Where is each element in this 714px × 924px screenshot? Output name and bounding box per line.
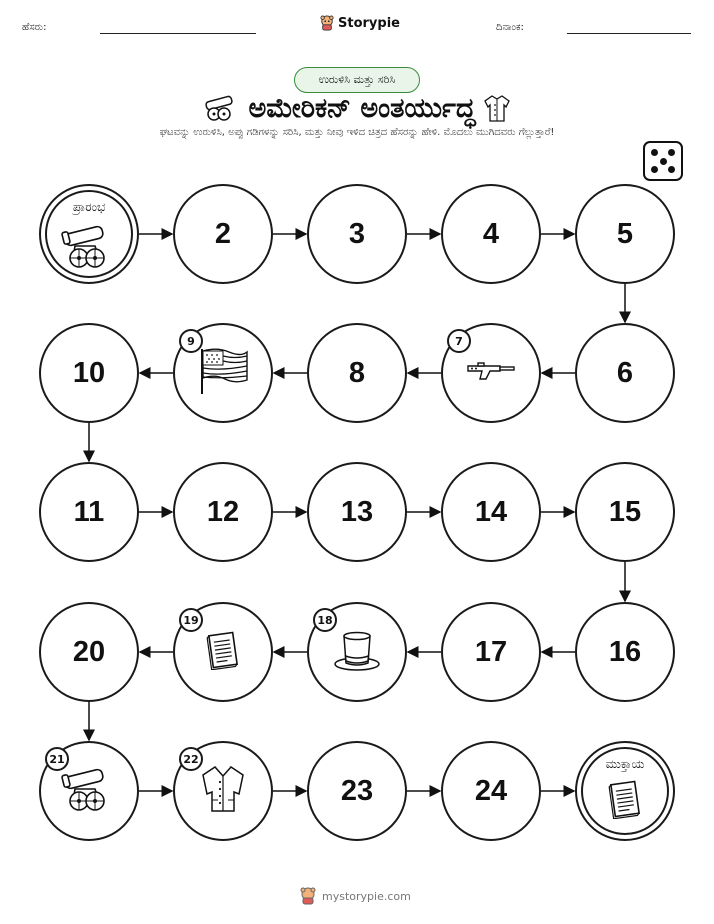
space-number: 24	[474, 774, 508, 807]
board-space-7[interactable]	[441, 323, 541, 423]
flag-icon	[197, 346, 249, 400]
space-number-badge: 7	[447, 329, 471, 353]
board-space-8[interactable]	[307, 323, 407, 423]
space-number: 5	[616, 217, 634, 250]
board-space-23[interactable]	[307, 741, 407, 841]
cannon-icon	[61, 222, 117, 274]
space-number: 16	[608, 635, 642, 668]
board-space-13[interactable]	[307, 462, 407, 562]
space-number: 4	[482, 217, 500, 250]
document-icon	[608, 779, 642, 823]
coat-icon	[199, 764, 247, 818]
date-label: ದಿನಾಂಕ:	[496, 22, 524, 33]
board-space-15[interactable]	[575, 462, 675, 562]
board-space-2[interactable]	[173, 184, 273, 284]
start-space[interactable]	[39, 184, 139, 284]
document-icon	[206, 630, 240, 674]
board-space-17[interactable]	[441, 602, 541, 702]
activity-tag: ಉರುಳಿಸಿ ಮತ್ತು ಸರಿಸಿ	[294, 67, 420, 93]
board-space-19[interactable]	[173, 602, 273, 702]
space-number: 12	[206, 495, 240, 528]
board-space-3[interactable]	[307, 184, 407, 284]
space-number-badge: 22	[179, 747, 203, 771]
board-space-12[interactable]	[173, 462, 273, 562]
board-space-16[interactable]	[575, 602, 675, 702]
storypie-mascot-icon	[300, 887, 316, 905]
board-space-4[interactable]	[441, 184, 541, 284]
board-space-21[interactable]	[39, 741, 139, 841]
board-space-14[interactable]	[441, 462, 541, 562]
space-number: 11	[73, 495, 105, 528]
space-number: 2	[214, 217, 232, 250]
finish-label: ಮುಕ್ತಾಯ	[605, 757, 645, 771]
board-space-18[interactable]	[307, 602, 407, 702]
space-number-badge: 19	[179, 608, 203, 632]
space-number: 13	[340, 495, 374, 528]
cannon-icon	[61, 765, 117, 817]
name-label: ಹೆಸರು:	[22, 22, 47, 33]
space-number: 10	[72, 356, 106, 389]
space-number-badge: 9	[179, 329, 203, 353]
start-label: ಪ್ರಾರಂಭ	[72, 200, 106, 214]
space-number: 3	[348, 217, 366, 250]
board-space-20[interactable]	[39, 602, 139, 702]
board-space-11[interactable]	[39, 462, 139, 562]
instructions: ಘಟವನ್ನು ಉರುಳಿಸಿ, ಅಪ್ಪು ಗಡಿಗಳನ್ನು ಸರಿಸಿ, ಮತ್ತು ನೀವು ಇಳಿದ ಚಿತ್ರದ ಹೆಸರನ್ನು ಹೇಳಿ. ಮೊದಲು ಮುಗಿದವರು ಗೆಲ್ಲುತ್ತಾರೆ!	[159, 127, 555, 138]
board-space-24[interactable]	[441, 741, 541, 841]
space-number: 23	[340, 774, 374, 807]
board-space-10[interactable]	[39, 323, 139, 423]
top-hat-icon	[332, 628, 382, 676]
space-number: 15	[608, 495, 642, 528]
footer-url: mystorypie.com	[322, 889, 411, 903]
space-number: 17	[474, 635, 508, 668]
title-text: ಅಮೇರಿಕನ್ ಅಂತರ್ಯುದ್ಧ	[248, 93, 476, 124]
space-number: 20	[72, 635, 106, 668]
space-number-badge: 18	[313, 608, 337, 632]
brand-name: Storypie	[338, 15, 400, 31]
space-number: 6	[616, 356, 634, 389]
space-number: 14	[474, 495, 508, 528]
finish-space[interactable]	[575, 741, 675, 841]
board-space-22[interactable]	[173, 741, 273, 841]
space-number: 8	[348, 356, 366, 389]
footer	[300, 886, 420, 906]
rifle-icon	[466, 360, 516, 386]
space-number-badge: 21	[45, 747, 69, 771]
board-space-9[interactable]	[173, 323, 273, 423]
board-space-5[interactable]	[575, 184, 675, 284]
board-space-6[interactable]	[575, 323, 675, 423]
